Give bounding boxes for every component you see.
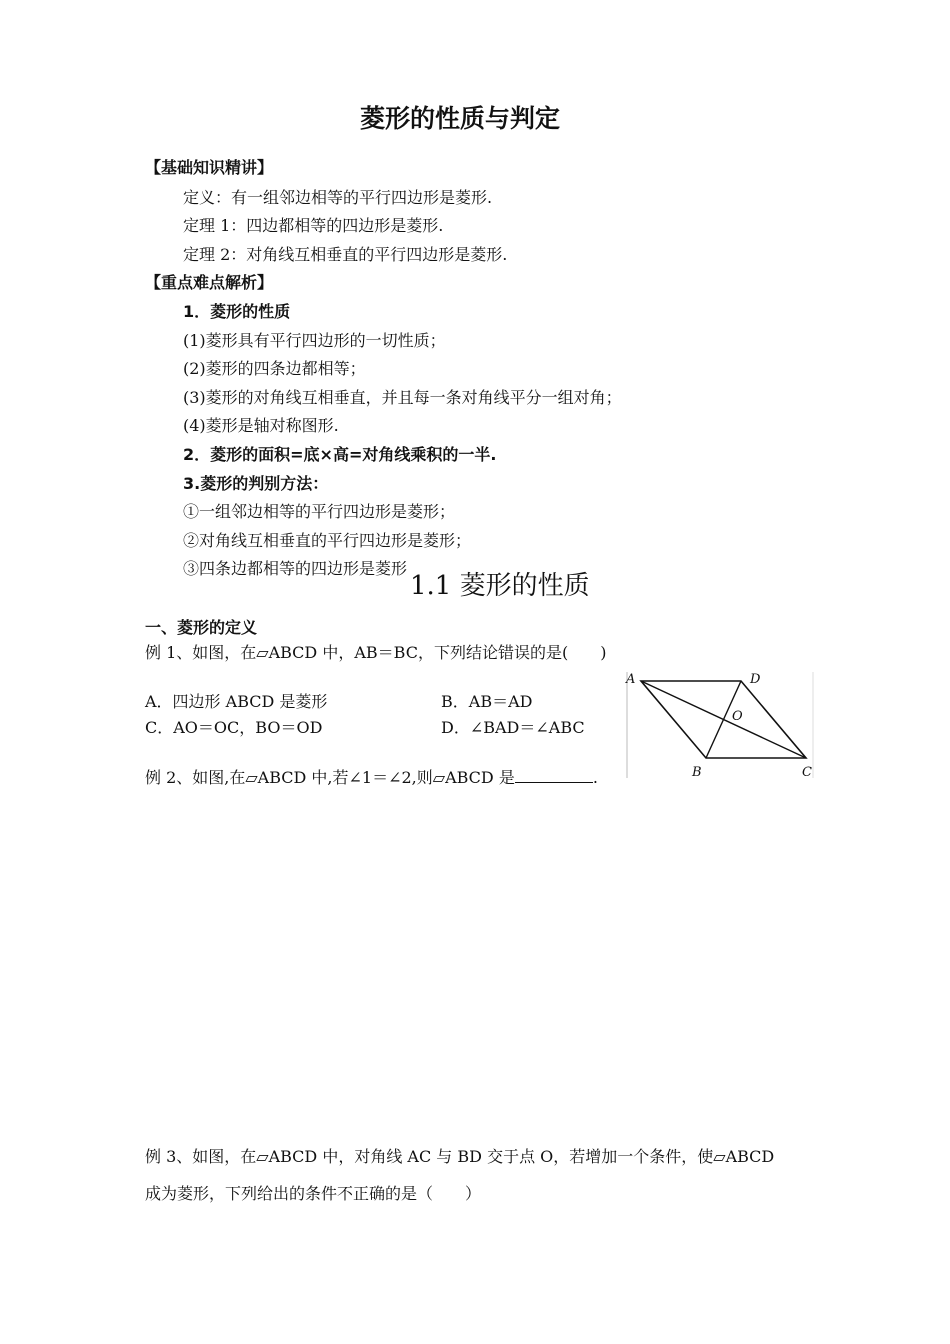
page-title: 菱形的性质与判定 — [360, 104, 561, 133]
example-1-question: 例 1、如图，在▱ABCD 中，AB＝BC，下列结论错误的是( ) — [145, 643, 607, 662]
example-3-line-2: 成为菱形，下列给出的条件不正确的是（ ） — [145, 1184, 482, 1203]
theorem-1-line: 定理 1：四边都相等的四边形是菱形. — [183, 216, 444, 235]
theorem-2-line: 定理 2：对角线互相垂直的平行四边形是菱形. — [183, 245, 508, 264]
example-2-question — [145, 765, 598, 788]
vertex-label-b: B — [692, 765, 702, 780]
criteria-item: ①一组邻边相等的平行四边形是菱形； — [183, 502, 456, 521]
section-heading: 1.1 菱形的性质 — [410, 571, 590, 601]
criteria-title: 3.菱形的判别方法： — [183, 474, 329, 493]
example-1-option-d: D．∠BAD＝∠ABC — [441, 718, 585, 737]
part-one-header: 一、菱形的定义 — [145, 618, 258, 637]
answer-blank — [515, 768, 593, 783]
example-1-option-c: C．AO＝OC，BO＝OD — [145, 718, 323, 737]
property-item: (2)菱形的四条边都相等； — [183, 359, 366, 378]
vertex-label-c: C — [802, 765, 812, 780]
property-item: (1)菱形具有平行四边形的一切性质； — [183, 331, 446, 350]
point-label-o: O — [732, 709, 743, 724]
criteria-item: ②对角线互相垂直的平行四边形是菱形； — [183, 531, 472, 550]
property-item: (4)菱形是轴对称图形. — [183, 416, 339, 435]
example-3-line-1: 例 3、如图，在▱ABCD 中，对角线 AC 与 BD 交于点 O，若增加一个条件，使▱ABCD — [145, 1147, 775, 1166]
example-2-text: 例 2、如图,在▱ABCD 中,若∠1＝∠2,则▱ABCD 是 — [145, 768, 515, 787]
properties-title: 1．菱形的性质 — [183, 302, 291, 321]
vertex-label-d: D — [750, 672, 761, 687]
basics-header: 【基础知识精讲】 — [145, 158, 274, 177]
definition-line: 定义：有一组邻边相等的平行四边形是菱形. — [183, 188, 493, 207]
parallelogram-figure — [624, 670, 816, 780]
property-item: (3)菱形的对角线互相垂直，并且每一条对角线平分一组对角； — [183, 388, 622, 407]
area-title: 2．菱形的面积=底×高=对角线乘积的一半. — [183, 445, 497, 464]
analysis-header: 【重点难点解析】 — [145, 273, 274, 292]
example-1-option-a: A．四边形 ABCD 是菱形 — [145, 692, 328, 711]
criteria-item: ③四条边都相等的四边形是菱形 — [183, 559, 408, 578]
example-1-option-b: B．AB＝AD — [441, 692, 533, 711]
vertex-label-a: A — [626, 672, 636, 687]
example-2-end: . — [592, 768, 598, 787]
